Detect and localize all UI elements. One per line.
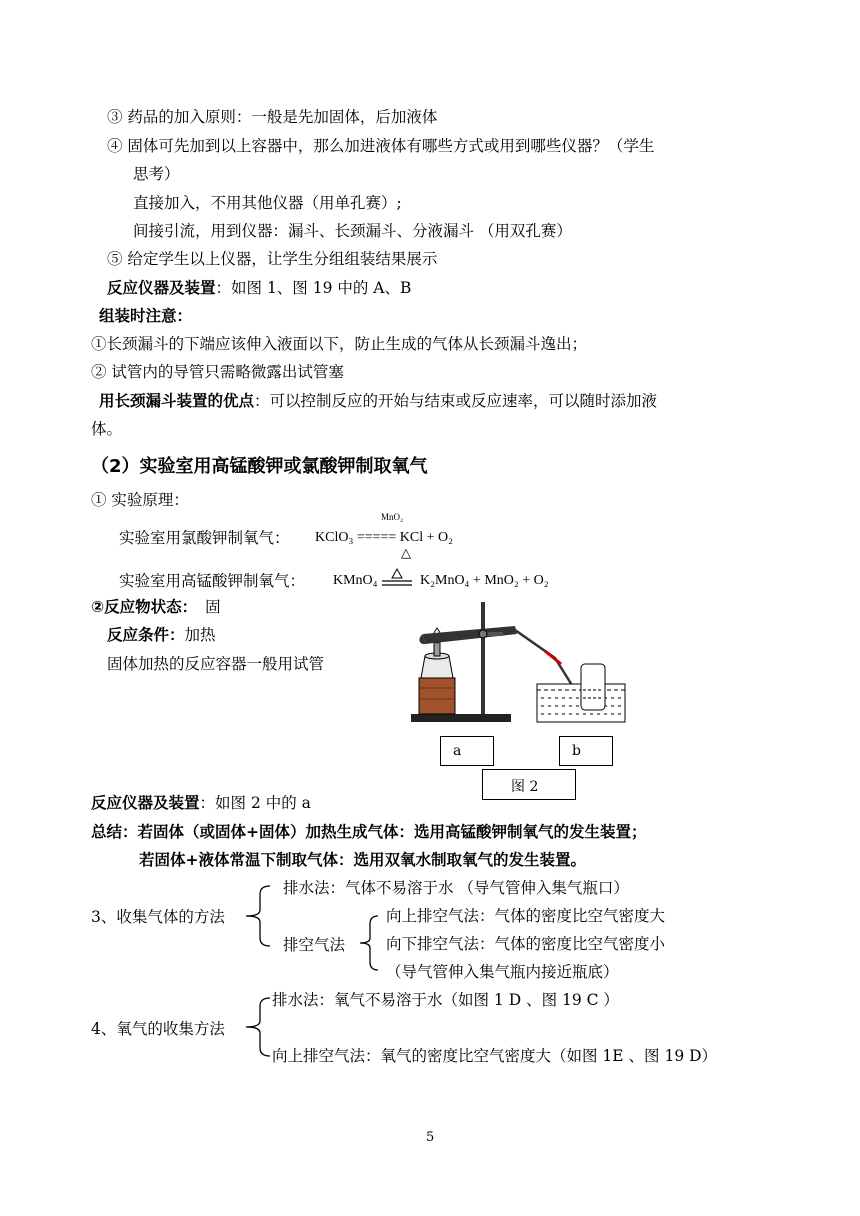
- text-line: 固体加热的反应容器一般用试管: [107, 655, 325, 673]
- branch-text: 向上排空气法：气体的密度比空气密度大: [386, 907, 666, 925]
- branch-text: 排空气法: [283, 936, 346, 954]
- brace-icon: [240, 882, 280, 950]
- text-line: ①长颈漏斗的下端应该伸入液面以下，防止生成的气体从长颈漏斗逸出；: [91, 335, 588, 353]
- heat-symbol: △: [401, 546, 411, 561]
- branch-text: 向下排空气法：气体的密度比空气密度小: [386, 935, 666, 953]
- summary-line: 若固体+液体常温下制取气体：选用双氧水制取氧气的发生装置。: [139, 851, 586, 869]
- page-number: 5: [426, 1130, 435, 1145]
- bold-label: 反应仪器及装置: [107, 279, 216, 297]
- catalyst-label: MnO₂: [381, 512, 404, 522]
- brace-icon: [356, 912, 384, 974]
- text-line: [107, 278, 411, 298]
- bold-label: 反应条件：: [107, 626, 185, 644]
- heating-apparatus-illustration: [405, 598, 635, 728]
- line-text: 固: [205, 598, 221, 616]
- text-line: ① 实验原理：: [91, 491, 189, 509]
- heat-equals-sign: [380, 566, 414, 590]
- branch-text: （导气管伸入集气瓶内接近瓶底）: [386, 963, 619, 981]
- text-line: 直接加入，不用其他仪器（用单孔赛）;: [133, 194, 402, 212]
- bold-label: 用长颈漏斗装置的优点: [99, 392, 255, 410]
- text-line: ② 试管内的导管只需略微露出试管塞: [91, 363, 344, 381]
- text-line: 体。: [91, 420, 123, 438]
- text-line: ④ 固体可先加到以上容器中，那么加进液体有哪些方式或用到哪些仪器？（学生: [107, 137, 655, 155]
- brace-icon: [240, 994, 274, 1060]
- text-line: ③ 药品的加入原则：一般是先加固体，后加液体: [107, 108, 438, 126]
- text-line: [91, 597, 221, 617]
- section-title: 3、收集气体的方法: [91, 908, 225, 926]
- figure-label-text: b: [572, 743, 581, 759]
- text-line: 组装时注意：: [99, 307, 193, 325]
- branch-text: 排水法：气体不易溶于水 （导气管伸入集气瓶口）: [283, 879, 629, 897]
- equation-label: 实验室用高锰酸钾制氧气：: [119, 572, 306, 590]
- bold-label: 反应仪器及装置: [91, 794, 200, 812]
- section-title: 4、氧气的收集方法: [91, 1020, 225, 1038]
- line-text: ：如图 1、图 19 中的 A、B: [215, 279, 412, 297]
- section-heading: （2）实验室用高锰酸钾或氯酸钾制取氧气: [91, 456, 428, 477]
- line-text: ：如图 2 中的 a: [199, 794, 311, 812]
- equation-2-products: K₂MnO₄ + MnO₂ + O₂: [420, 573, 549, 588]
- branch-text: 向上排空气法：氧气的密度比空气密度大（如图 1E 、图 19 D）: [272, 1047, 718, 1065]
- summary-line: 总结：若固体（或固体+固体）加热生成气体：选用高锰酸钾制氧气的发生装置；: [91, 823, 647, 841]
- line-text: 加热: [184, 626, 216, 644]
- bold-label: ②反应物状态：: [91, 598, 198, 616]
- figure-label-b: [559, 736, 613, 766]
- equation-label: 实验室用氯酸钾制氧气：: [119, 529, 290, 547]
- branch-text: 排水法：氧气不易溶于水（如图 1 D 、图 19 C ）: [272, 991, 619, 1009]
- equation-2-reactant: KMnO₄: [333, 573, 378, 588]
- text-line: [107, 625, 216, 645]
- text-line: ⑤ 给定学生以上仪器，让学生分组组装结果展示: [107, 250, 438, 268]
- text-line: 思考）: [133, 165, 180, 183]
- text-line: 间接引流，用到仪器：漏斗、长颈漏斗、分液漏斗 （用双孔赛）: [133, 222, 572, 240]
- figure-caption: [482, 769, 576, 800]
- figure-label-text: a: [453, 743, 462, 759]
- figure-caption-text: 图 2: [511, 779, 539, 795]
- line-text: ：可以控制反应的开始与结束或反应速率，可以随时添加液: [254, 392, 658, 410]
- text-line: [99, 391, 657, 411]
- figure-label-a: [440, 736, 494, 766]
- equation-1: KClO₃ ===== KCl + O₂: [315, 530, 454, 545]
- text-line: [91, 793, 311, 813]
